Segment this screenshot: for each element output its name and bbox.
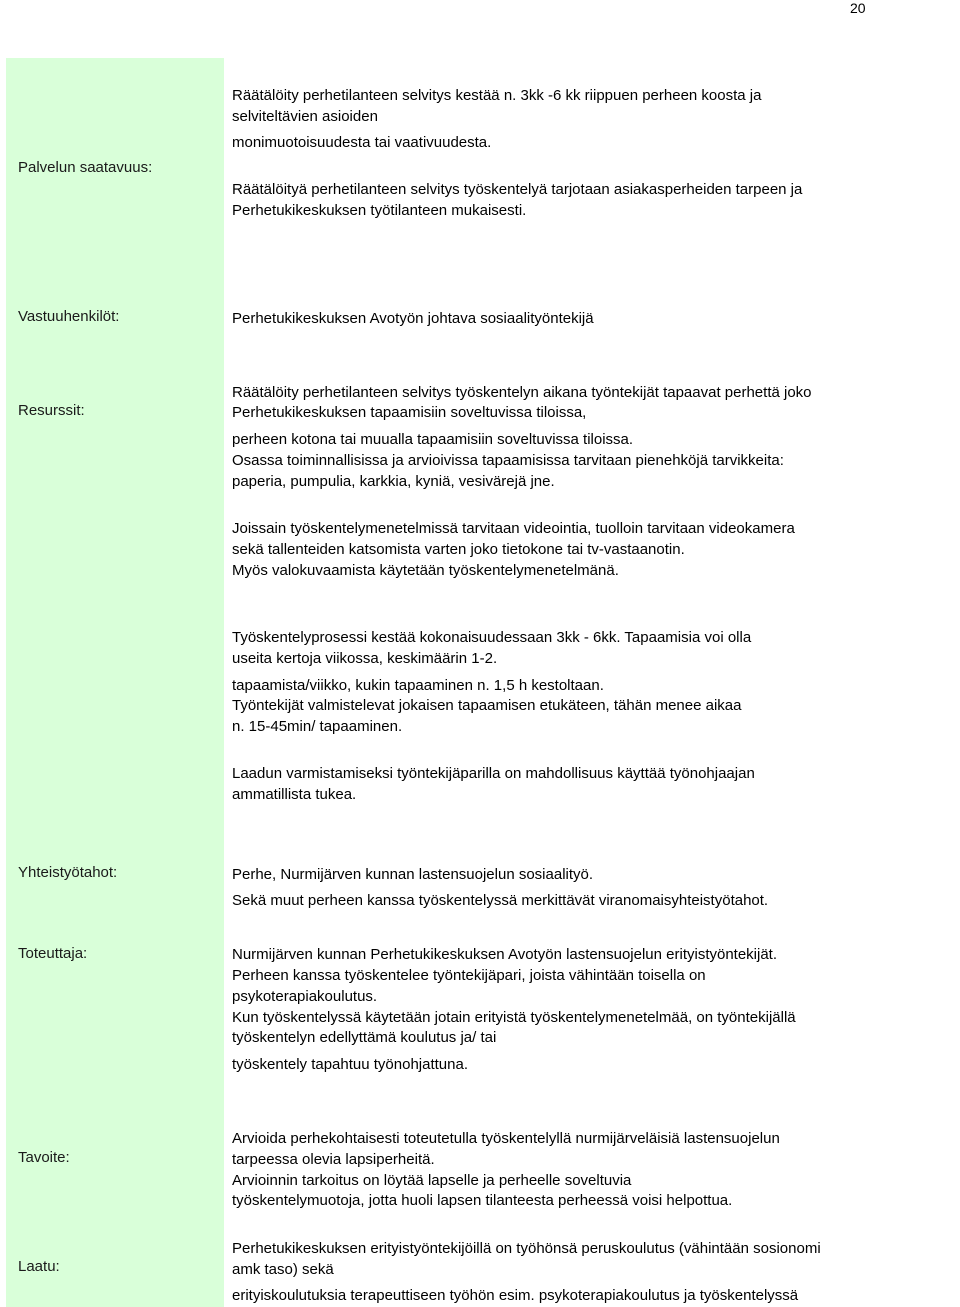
text-line: työskentelyn edellyttämä koulutus ja/ tai bbox=[232, 1029, 497, 1046]
text-line: Myös valokuvaamista käytetään työskentelymenetelmänä. bbox=[232, 562, 619, 579]
text-line: Räätälöityä perhetilanteen selvitys työskentelyä tarjotaan asiakasperheiden tarpeen ja bbox=[232, 181, 803, 198]
text-line: tarpeessa olevia lapsiperheitä. bbox=[232, 1151, 435, 1168]
text-line: paperia, pumpulia, karkkia, kyniä, vesivärejä jne. bbox=[232, 473, 555, 490]
text-line: Räätälöity perhetilanteen selvitys työskentelyn aikana työntekijät tapaavat perhettä joko bbox=[232, 384, 812, 401]
text-line: Työntekijät valmistelevat jokaisen tapaamisen etukäteen, tähän menee aikaa bbox=[232, 697, 742, 714]
text-line: Arvioinnin tarkoitus on löytää lapselle ja perheelle soveltuvia bbox=[232, 1172, 632, 1189]
text-line: Joissain työskentelymenetelmissä tarvitaan videointia, tuolloin tarvitaan videokamera bbox=[232, 520, 795, 537]
text-line: sekä tallenteiden katsomista varten joko tietokone tai tv-vastaanotin. bbox=[232, 541, 685, 558]
text-line: Arvioida perhekohtaisesti toteutetulla työskentelyllä nurmijärveläisiä lastensuojelun bbox=[232, 1130, 780, 1147]
text-line: n. 15-45min/ tapaaminen. bbox=[232, 718, 403, 735]
text-line: Kun työskentelyssä käytetään jotain erityistä työskentelymenetelmää, on työntekijällä bbox=[232, 1009, 796, 1026]
text-line: Räätälöity perhetilanteen selvitys kestää n. 3kk -6 kk riippuen perheen koosta ja bbox=[232, 87, 762, 104]
label-responsible: Vastuuhenkilöt: bbox=[18, 308, 120, 325]
text-line: Perheen kanssa työskentelee työntekijäpari, joista vähintään toisella on bbox=[232, 967, 706, 984]
label-implementer: Toteuttaja: bbox=[18, 945, 88, 962]
text-line: Perhe, Nurmijärven kunnan lastensuojelun sosiaalityö. bbox=[232, 866, 594, 883]
text-line: Työskentelyprosessi kestää kokonaisuudessaan 3kk - 6kk. Tapaamisia voi olla bbox=[232, 629, 752, 646]
text-line: Osassa toiminnallisissa ja arvioivissa tapaamisissa tarvitaan pienehköjä tarvikkeita: bbox=[232, 452, 784, 469]
text-line: työskentelymuotoja, jotta huoli lapsen tilanteesta perheessä voisi helpottua. bbox=[232, 1192, 733, 1209]
text-line: työskentely tapahtuu työnohjattuna. bbox=[232, 1056, 469, 1073]
text-line: perheen kotona tai muualla tapaamisiin soveltuvissa tiloissa. bbox=[232, 431, 634, 448]
text-line: amk taso) sekä bbox=[232, 1261, 334, 1278]
text-line: monimuotoisuudesta tai vaativuudesta. bbox=[232, 134, 492, 151]
label-column bbox=[6, 58, 224, 1307]
label-quality: Laatu: bbox=[18, 1258, 60, 1275]
text-line: selviteltävien asioiden bbox=[232, 108, 378, 125]
text-line: Sekä muut perheen kanssa työskentelyssä merkittävät viranomaisyhteistyötahot. bbox=[232, 892, 769, 909]
text-line: Perhetukikeskuksen tapaamisiin soveltuvissa tiloissa, bbox=[232, 404, 587, 421]
text-line: Laadun varmistamiseksi työntekijäparilla on mahdollisuus käyttää työnohjaajan bbox=[232, 765, 755, 782]
page-number: 20 bbox=[850, 0, 866, 16]
label-partners: Yhteistyötahot: bbox=[18, 864, 118, 881]
text-line: Nurmijärven kunnan Perhetukikeskuksen Avotyön lastensuojelun erityistyöntekijät. bbox=[232, 946, 778, 963]
label-goal: Tavoite: bbox=[18, 1149, 70, 1166]
text-line: Perhetukikeskuksen erityistyöntekijöillä on työhönsä peruskoulutus (vähintään sosionomi bbox=[232, 1240, 821, 1257]
text-line: Perhetukikeskuksen työtilanteen mukaisesti. bbox=[232, 202, 527, 219]
label-resources: Resurssit: bbox=[18, 402, 85, 419]
label-availability: Palvelun saatavuus: bbox=[18, 159, 153, 176]
text-line: ammatillista tukea. bbox=[232, 786, 357, 803]
text-line: useita kertoja viikossa, keskimäärin 1-2. bbox=[232, 650, 498, 667]
text-line: psykoterapiakoulutus. bbox=[232, 988, 378, 1005]
text-line: erityiskoulutuksia terapeuttiseen työhön esim. psykoterapiakoulutus ja työskentelyssä bbox=[232, 1287, 799, 1304]
text-line: Perhetukikeskuksen Avotyön johtava sosiaalityöntekijä bbox=[232, 310, 594, 327]
text-line: tapaamista/viikko, kukin tapaaminen n. 1,5 h kestoltaan. bbox=[232, 677, 604, 694]
